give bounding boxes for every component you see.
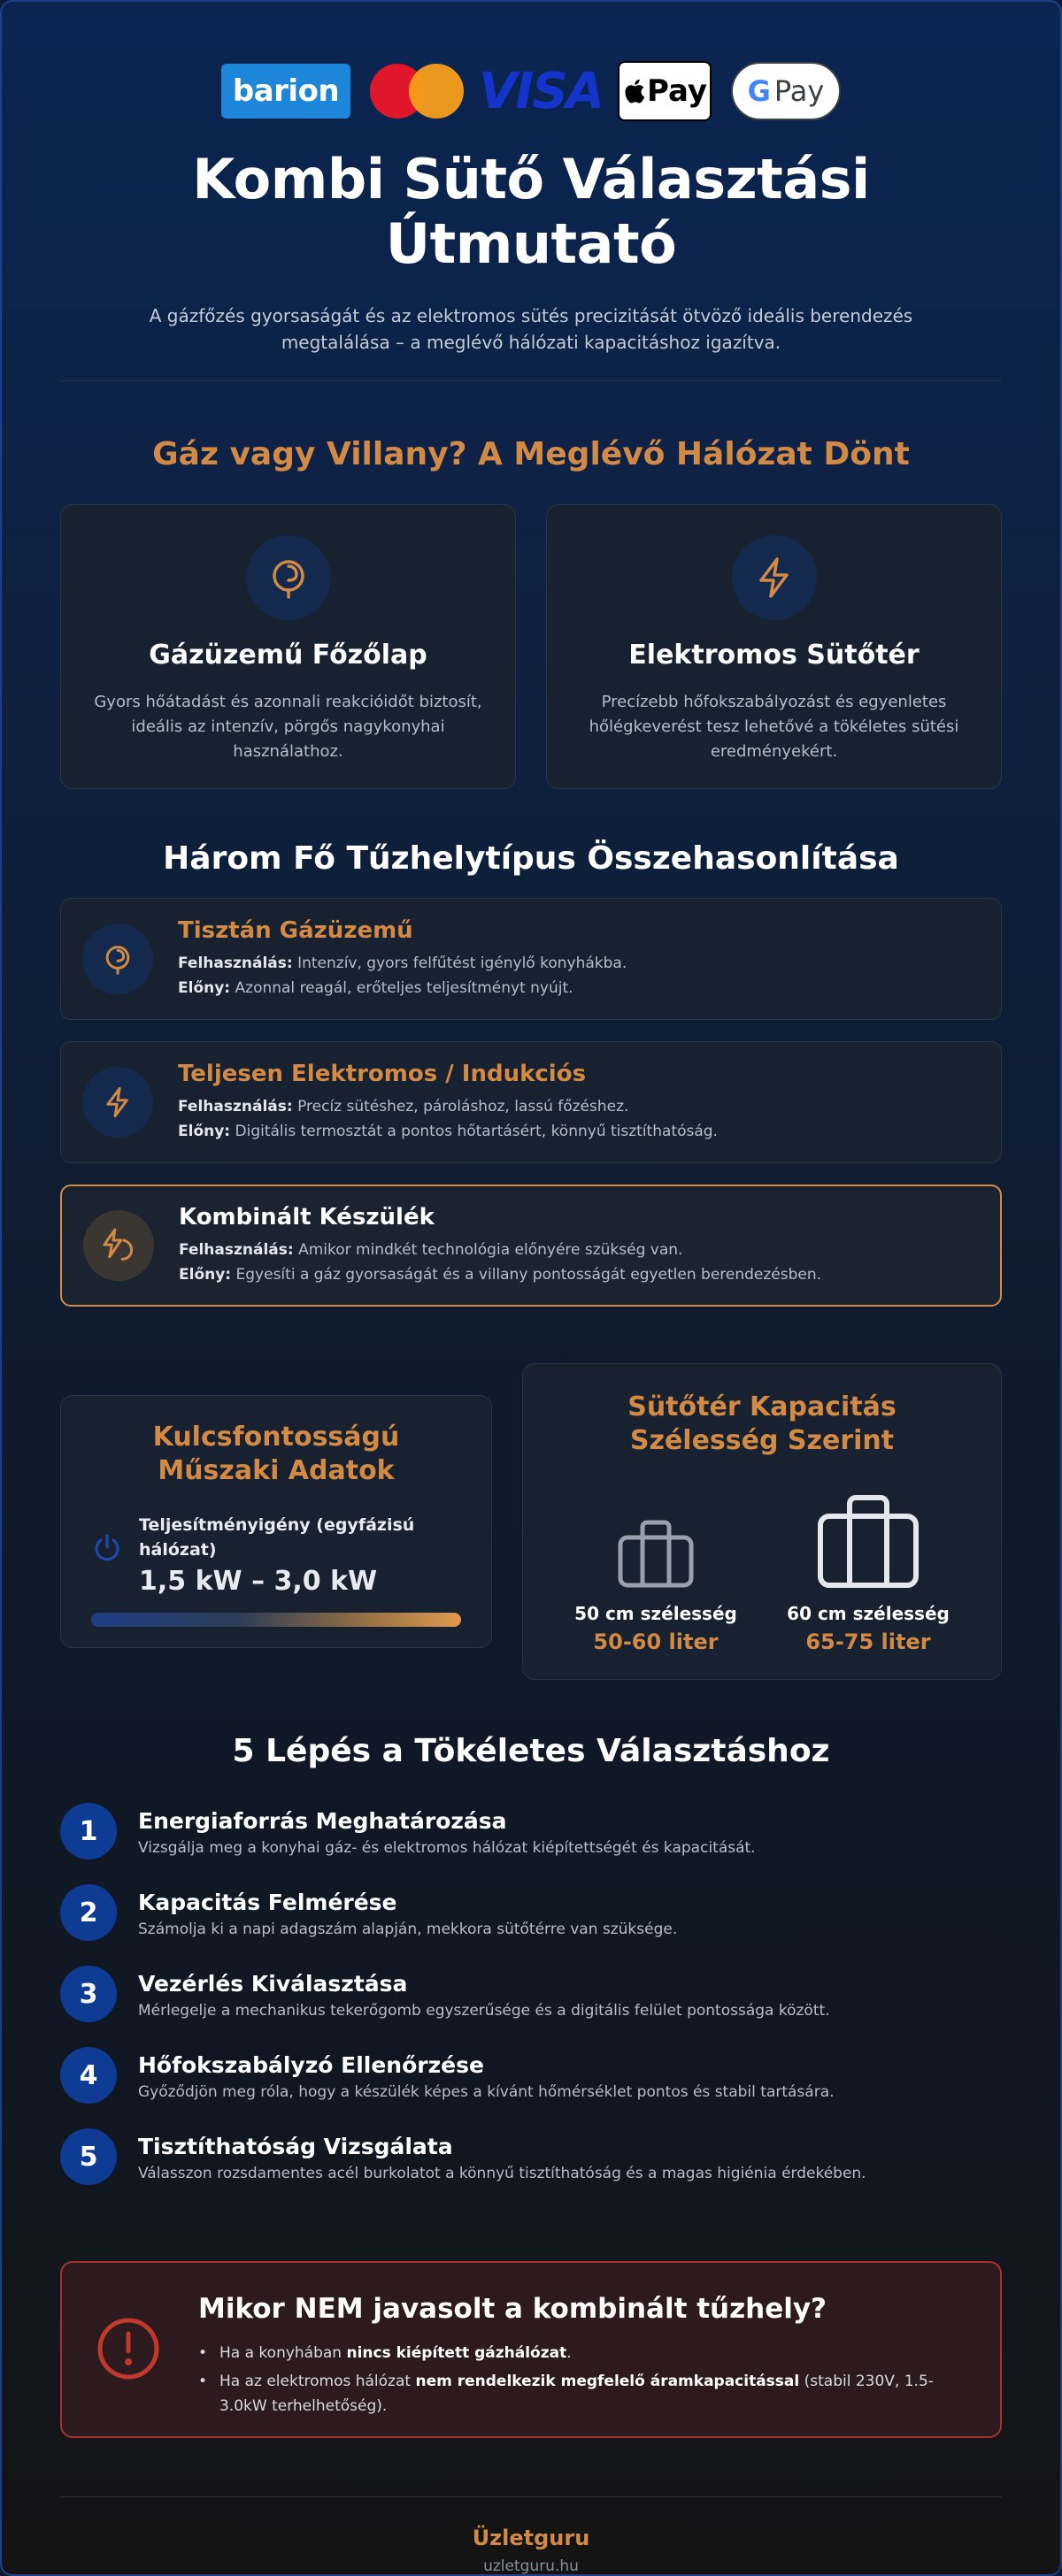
warning-box	[60, 2261, 1002, 2438]
gas-card-text: Gyors hőátadást és azonnali reakcióidőt biztosít, ideális az intenzív, pörgős nagykonyhai használathoz.	[94, 693, 482, 761]
comparison-title: Három Fő Tűzhelytípus Összehasonlítása	[163, 840, 899, 877]
step-item	[60, 2047, 1002, 2128]
lightning-icon	[750, 554, 798, 602]
capacity-card	[522, 1363, 1002, 1680]
lightning-icon	[100, 1085, 135, 1120]
apple-icon	[622, 78, 645, 104]
barion-label: barion	[232, 73, 340, 109]
step-text: Válasszon rozsdamentes acél burkolatot a könnyű tisztíthatóság és a magas higiénia érdekében.	[138, 2165, 866, 2182]
benefit-text: Digitális termosztát a pontos hőtartásért, könnyű tisztíthatóság.	[235, 1123, 718, 1140]
gas-card	[60, 504, 516, 789]
step-item	[60, 1803, 1002, 1884]
capacity-item-50	[550, 1490, 762, 1654]
electric-card	[546, 504, 1002, 789]
step-title: Hőfokszabályzó Ellenőrzése	[138, 2052, 484, 2078]
comparison-row-combined	[60, 1184, 1002, 1307]
warning-list	[198, 2341, 977, 2419]
benefit-label: Előny:	[178, 979, 231, 997]
power-icon	[91, 1532, 123, 1564]
footer-divider	[60, 2496, 1002, 2497]
usage-label: Felhasználás:	[179, 1241, 294, 1259]
tech-specs-title: Kulcsfontosságú Műszaki Adatok	[152, 1422, 400, 1486]
barion-logo	[221, 64, 350, 119]
gas-flame-icon	[100, 941, 135, 977]
specs-section	[60, 1363, 1002, 1680]
google-pay-label: Pay	[773, 74, 825, 108]
gas-card-title: Gázüzemű Főzőlap	[149, 640, 427, 671]
benefit-label: Előny:	[178, 1123, 231, 1140]
capacity-width: 60 cm szélesség	[787, 1603, 950, 1624]
gas-vs-electric-title: Gáz vagy Villany? A Meglévő Hálózat Dönt	[152, 436, 910, 472]
step-number: 1	[60, 1803, 117, 1859]
comparison-list	[60, 898, 1002, 1307]
benefit-text: Egyesíti a gáz gyorsaságát és a villany pontosságát egyetlen berendezésben.	[235, 1266, 822, 1284]
capacity-width: 50 cm szélesség	[574, 1603, 737, 1624]
warning-title: Mikor NEM javasolt a kombinált tűzhely?	[198, 2293, 827, 2325]
step-title: Energiaforrás Meghatározása	[138, 1808, 507, 1834]
comparison-row-title: Teljesen Elektromos / Indukciós	[178, 1061, 587, 1087]
steps-title: 5 Lépés a Tökéletes Választáshoz	[232, 1733, 830, 1769]
footer-brand: Üzletguru	[472, 2526, 590, 2550]
power-value: 1,5 kW – 3,0 kW	[139, 1566, 378, 1597]
step-item	[60, 1884, 1002, 1966]
mastercard-logo	[370, 62, 464, 120]
usage-text: Intenzív, gyors felfűtést igénylő konyhákba.	[297, 954, 627, 972]
page-title: Kombi Sütő Választási Útmutató	[192, 147, 870, 276]
combined-row-icon-wrap	[83, 1210, 154, 1281]
step-item	[60, 2128, 1002, 2210]
step-title: Tisztíthatóság Vizsgálata	[138, 2134, 453, 2159]
step-item	[60, 1966, 1002, 2047]
benefit-text: Azonnal reagál, erőteljes teljesítményt nyújt.	[235, 979, 573, 997]
capacity-liters: 65-75 liter	[805, 1629, 931, 1654]
comparison-row-title: Kombinált Készülék	[179, 1204, 435, 1230]
benefit-label: Előny:	[179, 1266, 232, 1284]
steps-list	[60, 1803, 1002, 2210]
usage-label: Felhasználás:	[178, 954, 293, 972]
step-title: Vezérlés Kiválasztása	[138, 1971, 408, 1997]
warning-item: • Ha a konyhában nincs kiépített gázhálózat.	[198, 2341, 977, 2365]
comparison-row-electric	[60, 1041, 1002, 1163]
step-text: Számolja ki a napi adagszám alapján, mekkora sütőtérre van szüksége.	[138, 1920, 678, 1938]
electric-card-title: Elektromos Sütőtér	[628, 640, 920, 671]
briefcase-large-icon	[816, 1493, 920, 1589]
step-number: 3	[60, 1966, 117, 2022]
flame-lightning-icon	[98, 1225, 139, 1266]
power-gradient-bar	[91, 1613, 461, 1627]
page-subtitle: A gázfőzés gyorsaságát és az elektromos sütés precizitását ötvöző ideális berendezés megtalálása – a meglévő hálózati kapacitáshoz igazítva.	[149, 305, 913, 353]
payment-logos	[60, 2, 1002, 120]
apple-pay-label: Pay	[646, 73, 708, 109]
visa-logo	[479, 62, 603, 120]
usage-text: Precíz sütéshez, pároláshoz, lassú főzéshez.	[297, 1098, 629, 1116]
step-title: Kapacitás Felmérése	[138, 1890, 397, 1915]
google-pay-logo	[731, 62, 841, 120]
step-number: 4	[60, 2047, 117, 2104]
comparison-row-gas	[60, 898, 1002, 1020]
google-g-icon: G	[747, 74, 771, 108]
gas-flame-icon	[265, 554, 312, 602]
footer-url[interactable]: uzletguru.hu	[483, 2557, 579, 2575]
step-text: Mérlegelje a mechanikus tekerőgomb egyszerűsége és a digitális felület pontossága között.	[138, 2002, 830, 2020]
step-number: 2	[60, 1884, 117, 1941]
capacity-item-60	[762, 1490, 974, 1654]
briefcase-small-icon	[616, 1518, 696, 1589]
capacity-title: Sütőtér Kapacitás Szélesség Szerint	[627, 1392, 897, 1456]
step-text: Győződjön meg róla, hogy a készülék képes a kívánt hőmérséklet pontos és stabil tartására.	[138, 2083, 835, 2101]
gas-row-icon-wrap	[82, 924, 153, 994]
usage-text: Amikor mindkét technológia előnyére szükség van.	[298, 1241, 683, 1259]
power-label: Teljesítményigény (egyfázisú hálózat)	[139, 1515, 415, 1560]
footer	[60, 2526, 1002, 2575]
gas-icon-wrap	[246, 535, 331, 620]
usage-label: Felhasználás:	[178, 1098, 293, 1116]
electric-icon-wrap	[732, 535, 817, 620]
header-divider	[60, 380, 1002, 381]
warning-item: • Ha az elektromos hálózat nem rendelkezik megfelelő áramkapacitással (stabil 230V, 1.5-3.0kW terhelhetőség).	[198, 2369, 977, 2419]
electric-row-icon-wrap	[82, 1067, 153, 1138]
step-text: Vizsgálja meg a konyhai gáz- és elektromos hálózat kiépítettségét és kapacitását.	[138, 1839, 756, 1857]
visa-label: VISA	[479, 62, 603, 120]
tech-specs-card	[60, 1395, 492, 1648]
comparison-row-title: Tisztán Gázüzemű	[178, 917, 413, 944]
gas-vs-electric-cards	[60, 504, 1002, 789]
apple-pay-logo	[618, 61, 712, 121]
exclamation-icon	[96, 2316, 161, 2381]
capacity-liters: 50-60 liter	[593, 1629, 719, 1654]
step-number: 5	[60, 2128, 117, 2185]
electric-card-text: Precízebb hőfokszabályozást és egyenletes hőlégkeverést tesz lehetővé a tökéletes sütési eredményekért.	[589, 693, 959, 761]
